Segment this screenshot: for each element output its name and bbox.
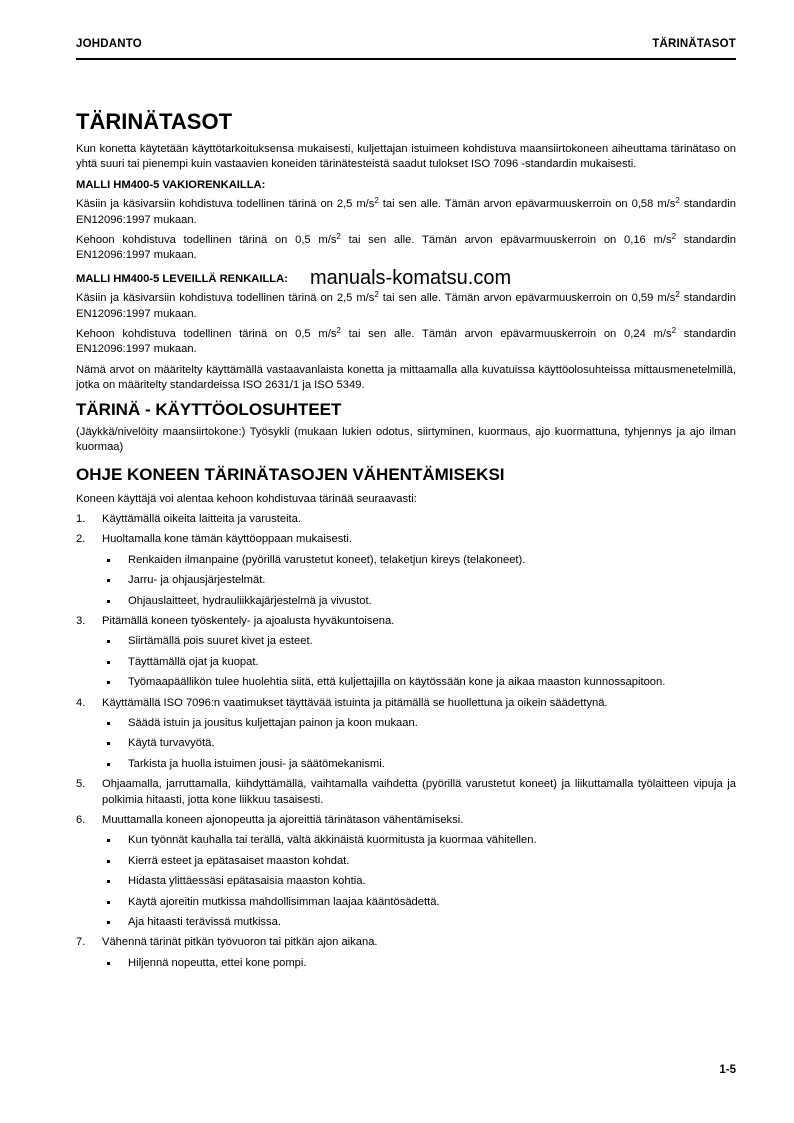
- hand-arm-vibration-wide: Käsiin ja käsivarsiin kohdistuva todellinen tärinä on 2,5 $m/s^2$ tai sen alle. Tämän arvon epävarmuuskerroin on 0,59 $m/s^2$ standardin EN12096:1997 mukaan.: [76, 290, 736, 320]
- page-content: [76, 108, 736, 976]
- conditions-text: (Jäykkä/nivelöity maansiirtokone:) Työsykli (mukaan lukien odotus, siirtyminen, kuormaus, ajo kuormattuna, tyhjennys ja ajo ilman kuormaa): [76, 425, 736, 454]
- bullet-icon: [107, 839, 110, 842]
- bullet-item: Aja hitaasti terävissä mutkissa.: [76, 915, 736, 930]
- list-item-7: 7. Vähennä tärinät pitkän työvuoron tai pitkän ajon aikana.: [76, 936, 378, 949]
- hand-arm-vibration-standard: Käsiin ja käsivarsiin kohdistuva todellinen tärinä on 2,5 $m/s^2$ tai sen alle. Tämän arvon epävarmuuskerroin on 0,58 $m/s^2$ standardin EN12096:1997 mukaan.: [76, 196, 736, 226]
- list-item-3: 3. Pitämällä koneen työskentely- ja ajoalusta hyväkuntoisena.: [76, 614, 395, 627]
- header-section: TÄRINÄTASOT: [652, 38, 736, 50]
- bullet-item: Ohjauslaitteet, hydrauliikkajärjestelmä ja vivustot.: [76, 594, 736, 609]
- bullet-icon: [107, 579, 110, 582]
- bullet-item: Renkaiden ilmanpaine (pyörillä varustetut koneet), telaketjun kireys (telakoneet).: [76, 553, 736, 568]
- bullet-icon: [107, 742, 110, 745]
- list-item-4: 4. Käyttämällä ISO 7096:n vaatimukset täyttävää istuinta ja pitämällä se huollettuna ja oikein säädettynä.: [76, 696, 608, 709]
- page-title: TÄRINÄTASOT: [76, 109, 233, 134]
- bullet-icon: [107, 640, 110, 643]
- bullet-item: Työmaapäällikön tulee huolehtia siitä, että kuljettajilla on käytössään kone ja aikaa maaston kunnossapitoon.: [76, 675, 736, 690]
- list-item-2: 2. Huoltamalla kone tämän käyttöoppaan mukaisesti.: [76, 533, 352, 546]
- bullet-item: Täyttämällä ojat ja kuopat.: [76, 655, 736, 670]
- model-heading-standard: MALLI HM400-5 VAKIORENKAILLA:: [76, 178, 266, 191]
- bullet-item: Käytä turvavyötä.: [76, 736, 736, 751]
- running-header: [76, 38, 736, 58]
- section-heading-conditions: TÄRINÄ - KÄYTTÖOLOSUHTEET: [76, 399, 342, 419]
- bullet-icon: [107, 901, 110, 904]
- bullet-item: Jarru- ja ohjausjärjestelmät.: [76, 573, 736, 588]
- bullet-icon: [107, 763, 110, 766]
- bullet-icon: [107, 559, 110, 562]
- list-item-1: 1. Käyttämällä oikeita laitteita ja varusteita.: [76, 512, 301, 525]
- header-chapter: JOHDANTO: [76, 38, 142, 50]
- bullet-item: Säädä istuin ja jousitus kuljettajan painon ja koon mukaan.: [76, 716, 736, 731]
- bullet-icon: [107, 722, 110, 725]
- bullet-item: Siirtämällä pois suuret kivet ja esteet.: [76, 634, 736, 649]
- bullet-icon: [107, 600, 110, 603]
- list-item-5: 5. Ohjaamalla, jarruttamalla, kiihdyttämällä, vaihtamalla vaihdetta (pyörillä varustetut koneet) ja liikuttamalla työlaitteen vipuja ja polkimia hitaasti, jotta kone liikkuu tasaisesti.: [76, 778, 736, 806]
- page-number: 1-5: [719, 1064, 736, 1076]
- body-vibration-wide: Kehoon kohdistuva todellinen tärinä on 0,5 $m/s^2$ tai sen alle. Tämän arvon epävarmuuskerroin on 0,24 $m/s^2$ standardin EN12096:1997 mukaan.: [76, 326, 737, 356]
- section-heading-guidance: OHJE KONEEN TÄRINÄTASOJEN VÄHENTÄMISEKSI: [76, 464, 505, 484]
- bullet-item: Hidasta ylittäessäsi epätasaisia maaston kohtia.: [76, 874, 736, 889]
- intro-paragraph: Kun konetta käytetään käyttötarkoituksensa mukaisesti, kuljettajan istuimeen kohdistuva maansiirtokoneen aiheuttama tärinätaso on yhtä suuri tai pienempi kuin vastaavien koneiden tärinätesteistä saadut tulokset ISO 7096 -standardin mukaisesti.: [76, 143, 736, 171]
- bullet-item: Kun työnnät kauhalla tai terällä, vältä äkkinäistä kuormitusta ja kuormaa vähitellen.: [76, 833, 736, 848]
- bullet-item: Kierrä esteet ja epätasaiset maaston kohdat.: [76, 854, 736, 869]
- bullet-item: Käytä ajoreitin mutkissa mahdollisimman laajaa kääntösädettä.: [76, 895, 736, 910]
- bullet-icon: [107, 860, 110, 863]
- guidance-intro: Koneen käyttäjä voi alentaa kehoon kohdistuvaa tärinää seuraavasti:: [76, 492, 417, 505]
- bullet-icon: [107, 921, 110, 924]
- header-rule: [76, 58, 736, 60]
- bullet-icon: [107, 962, 110, 965]
- model-heading-wide: MALLI HM400-5 LEVEILLÄ RENKAILLA: manuals-komatsu.com: [76, 266, 512, 289]
- list-item-6: 6. Muuttamalla koneen ajonopeutta ja ajoreittiä tärinätason vähentämiseksi.: [76, 814, 464, 826]
- bullet-icon: [107, 880, 110, 883]
- guidance-list: [76, 512, 736, 971]
- watermark: manuals-komatsu.com: [309, 266, 512, 289]
- measurement-note: Nämä arvot on määritelty käyttämällä vastaavanlaista konetta ja mittaamalla alla kuvatuissa käyttöolosuhteissa mittausmenetelmillä, jotka on määritelty standardeissa ISO 2631/1 ja ISO 5349.: [76, 363, 736, 392]
- bullet-icon: [107, 681, 110, 684]
- bullet-item: Hiljennä nopeutta, ettei kone pompi.: [76, 956, 736, 971]
- body-vibration-standard: Kehoon kohdistuva todellinen tärinä on 0,5 $m/s^2$ tai sen alle. Tämän arvon epävarmuuskerroin on 0,16 $m/s^2$ standardin EN12096:1997 mukaan.: [76, 232, 737, 262]
- bullet-item: Tarkista ja huolla istuimen jousi- ja säätömekanismi.: [76, 757, 736, 772]
- bullet-icon: [107, 661, 110, 664]
